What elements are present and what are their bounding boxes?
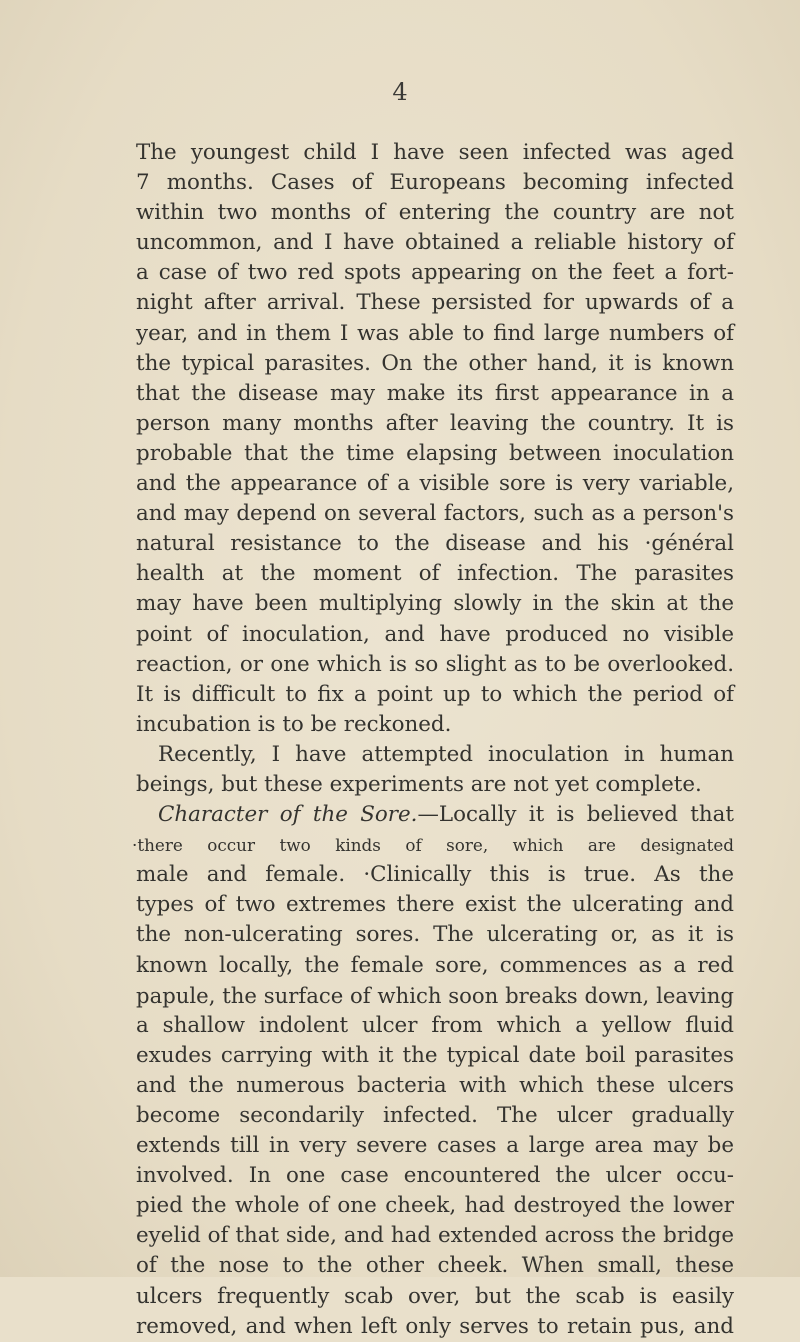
text-line: may have been multiplying slowly in the skin at the bbox=[136, 591, 734, 617]
text-line: within two months of entering the country are not bbox=[136, 200, 734, 226]
text-line: health at the moment of infection. The parasites bbox=[136, 561, 734, 587]
text-line: ·there occur two kinds of sore, which are designated bbox=[132, 835, 734, 856]
text-line: male and female. ·Clinically this is true. As the bbox=[136, 862, 734, 888]
text-line: removed, and when left only serves to retain pus, and bbox=[136, 1313, 734, 1339]
text-line: a case of two red spots appearing on the feet a fort- bbox=[136, 260, 734, 286]
text-line: 7 months. Cases of Europeans becoming infected bbox=[136, 170, 734, 196]
text-line: person many months after leaving the country. It is bbox=[136, 410, 734, 436]
text-line: eyelid of that side, and had extended across the bridge bbox=[136, 1223, 734, 1249]
text-line: and may depend on several factors, such as a person's bbox=[136, 501, 734, 527]
text-line: the non-ulcerating sores. The ulcerating or, as it is bbox=[136, 922, 734, 948]
text-line: types of two extremes there exist the ulcerating and bbox=[136, 892, 734, 918]
text-line: It is difficult to fix a point up to which the period of bbox=[136, 681, 734, 707]
text-line: of the nose to the other cheek. When small, these bbox=[136, 1253, 734, 1279]
text-line: the typical parasites. On the other hand, it is known bbox=[136, 350, 734, 376]
page-number: 4 bbox=[392, 78, 408, 106]
text-line: that the disease may make its first appearance in a bbox=[136, 380, 734, 406]
text-line: pied the whole of one cheek, had destroyed the lower bbox=[136, 1193, 734, 1219]
text-line: reaction, or one which is so slight as to be overlooked. bbox=[136, 651, 734, 677]
text-line: extends till in very severe cases a large area may be bbox=[136, 1133, 734, 1159]
text-line: exudes carrying with it the typical date boil parasites bbox=[136, 1042, 734, 1068]
text-line: The youngest child I have seen infected was aged bbox=[136, 140, 734, 165]
text-line: ulcers frequently scab over, but the scab is easily bbox=[136, 1283, 734, 1309]
text-line: beings, but these experiments are not yet complete. bbox=[136, 771, 702, 797]
section-heading-line: Character of the Sore.—Locally it is believed that bbox=[158, 802, 734, 828]
text-line: and the appearance of a visible sore is very variable, bbox=[136, 471, 734, 497]
text-line: year, and in them I was able to find large numbers of bbox=[136, 320, 734, 346]
text-line: uncommon, and I have obtained a reliable history of bbox=[136, 230, 734, 256]
text-line: and the numerous bacteria with which these ulcers bbox=[136, 1072, 734, 1098]
text-line: involved. In one case encountered the ulcer occu- bbox=[136, 1163, 734, 1189]
text-line: night after arrival. These persisted for upwards of a bbox=[136, 290, 734, 316]
text-line: a shallow indolent ulcer from which a yellow fluid bbox=[136, 1012, 734, 1038]
text-line: become secondarily infected. The ulcer gradually bbox=[136, 1103, 734, 1128]
text-line: papule, the surface of which soon breaks down, leaving bbox=[136, 982, 734, 1008]
body-text bbox=[132, 138, 734, 1342]
text-line: incubation is to be reckoned. bbox=[136, 711, 452, 737]
text-line: probable that the time elapsing between inoculation bbox=[136, 440, 734, 466]
text-line: known locally, the female sore, commences as a red bbox=[136, 952, 734, 978]
text-line: point of inoculation, and have produced no visible bbox=[136, 621, 734, 647]
section-heading: Character of the Sore. bbox=[158, 802, 418, 828]
text-line: natural resistance to the disease and his ·général bbox=[136, 531, 734, 557]
text-line: Recently, I have attempted inoculation in human bbox=[158, 741, 734, 767]
